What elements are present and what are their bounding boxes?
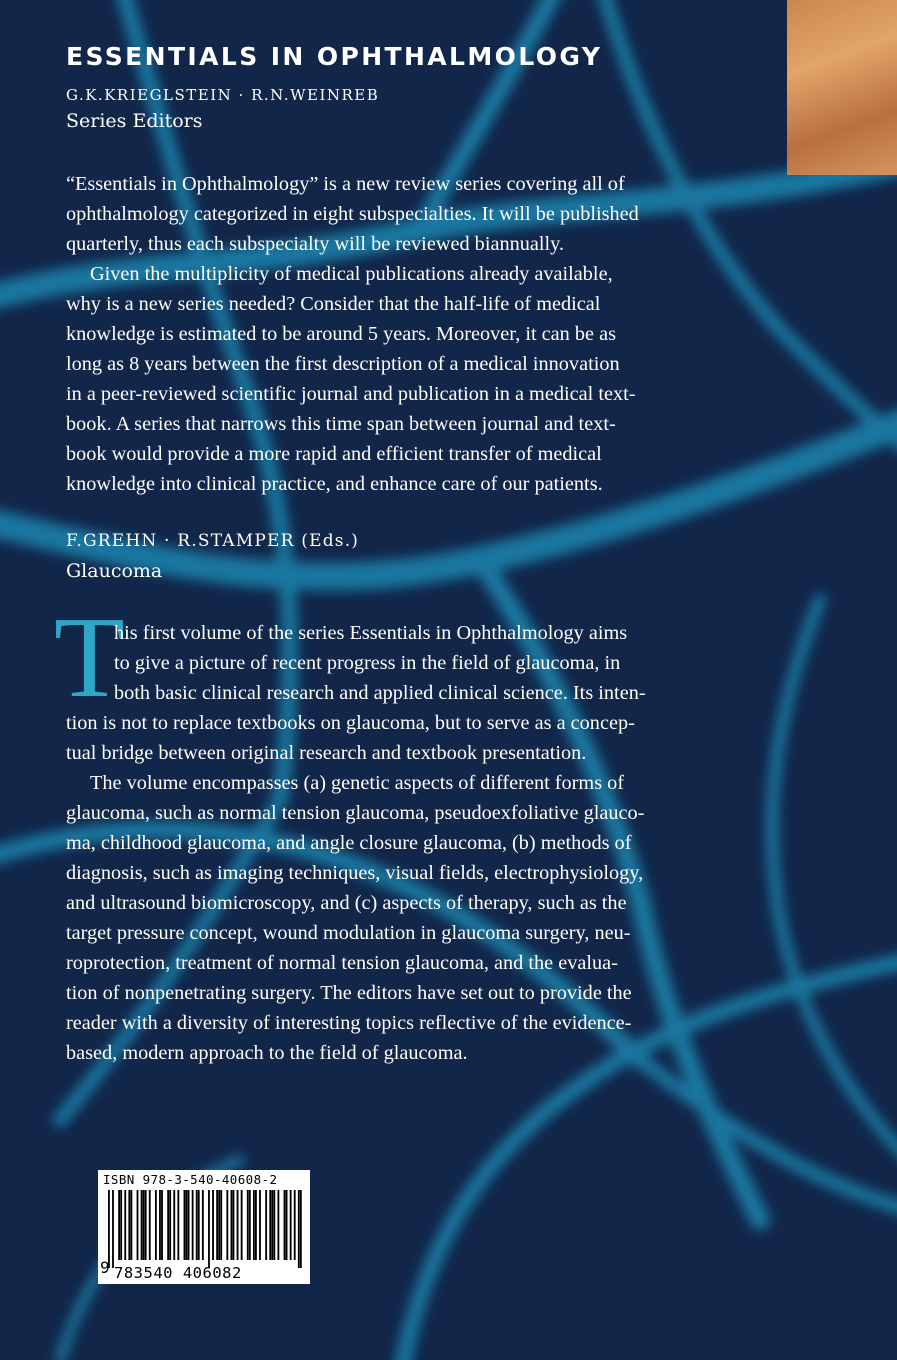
- text-line: glaucoma, such as normal tension glaucoma, pseudoexfoliative glauco-: [66, 802, 645, 824]
- text-line: ophthalmology categorized in eight subspecialties. It will be published: [66, 203, 639, 225]
- barcode-bar: [192, 1190, 194, 1260]
- barcode-bar: [120, 1190, 122, 1260]
- barcode-bar: [169, 1190, 171, 1260]
- barcode-bar: [118, 1190, 120, 1260]
- barcode-bar: [161, 1190, 163, 1260]
- barcode-bar: [249, 1190, 251, 1260]
- barcode-bar: [196, 1190, 198, 1260]
- barcode-bar: [188, 1190, 190, 1260]
- text-line: his first volume of the series Essentials in Ophthalmology aims: [114, 622, 628, 644]
- barcode-bar: [298, 1190, 300, 1268]
- barcode-bar: [247, 1190, 249, 1260]
- volume-description-paragraph-2: [66, 768, 644, 1068]
- barcode-bar: [159, 1190, 161, 1260]
- text-line: roprotection, treatment of normal tension glaucoma, and the evalua-: [66, 952, 618, 974]
- text-line: target pressure concept, wound modulation in glaucoma surgery, neu-: [66, 922, 631, 944]
- barcode-bar: [143, 1190, 145, 1260]
- text-line: why is a new series needed? Consider that the half-life of medical: [66, 293, 601, 315]
- barcode-bar: [141, 1190, 143, 1260]
- text-line: and ultrasound biomicroscopy, and (c) aspects of therapy, such as the: [66, 892, 627, 914]
- volume-description-paragraph-1: [66, 618, 646, 768]
- text-line: knowledge is estimated to be around 5 years. Moreover, it can be as: [66, 323, 616, 345]
- barcode-bar: [241, 1190, 243, 1260]
- barcode-bar: [184, 1190, 186, 1260]
- isbn-label: ISBN 978-3-540-40608-2: [103, 1172, 278, 1187]
- barcode-bar: [173, 1190, 175, 1260]
- volume-editors: F.GREHN · R.STAMPER (Eds.): [66, 531, 360, 551]
- text-line: both basic clinical research and applied clinical science. Its inten-: [114, 682, 646, 704]
- text-line: book. A series that narrows this time span between journal and text-: [66, 413, 616, 435]
- barcode-bar: [286, 1190, 288, 1260]
- barcode-bar: [226, 1190, 228, 1260]
- text-line: knowledge into clinical practice, and enhance care of our patients.: [66, 473, 603, 495]
- barcode-bar: [300, 1190, 302, 1268]
- text-line: tion is not to replace textbooks on glaucoma, but to serve as a concep-: [66, 712, 635, 734]
- barcode-bar: [277, 1190, 279, 1260]
- barcode-bar: [284, 1190, 286, 1260]
- barcode-bar: [112, 1190, 114, 1268]
- series-title: ESSENTIALS IN OPHTHALMOLOGY: [66, 42, 603, 71]
- text-line: based, modern approach to the field of glaucoma.: [66, 1042, 468, 1064]
- drop-cap-letter: T: [54, 594, 125, 722]
- barcode-bar: [294, 1190, 296, 1260]
- ean-digits: 783540 406082: [114, 1264, 242, 1282]
- barcode-bar: [208, 1190, 210, 1268]
- barcode-bar: [198, 1190, 200, 1260]
- barcode-bar: [269, 1190, 271, 1260]
- series-editors-role: Series Editors: [66, 110, 203, 132]
- barcode-bars: [108, 1190, 304, 1268]
- text-line: long as 8 years between the first description of a medical innovation: [66, 353, 620, 375]
- barcode-bar: [137, 1190, 139, 1260]
- text-line: quarterly, thus each subspecialty will be reviewed biannually.: [66, 233, 565, 255]
- text-line: book would provide a more rapid and efficient transfer of medical: [66, 443, 602, 465]
- isbn-barcode: [98, 1170, 310, 1284]
- text-line: tion of nonpenetrating surgery. The editors have set out to provide the: [66, 982, 632, 1004]
- barcode-bar: [265, 1190, 267, 1260]
- barcode-bar: [108, 1190, 110, 1268]
- barcode-bar: [149, 1190, 151, 1260]
- barcode-bar: [186, 1190, 188, 1260]
- barcode-bar: [220, 1190, 222, 1260]
- text-line: diagnosis, such as imaging techniques, visual fields, electrophysiology,: [66, 862, 644, 884]
- barcode-bar: [237, 1190, 239, 1260]
- cover-photo-fragment: [787, 0, 897, 175]
- barcode-bar: [290, 1190, 292, 1260]
- volume-title: Glaucoma: [66, 560, 163, 582]
- barcode-bar: [167, 1190, 169, 1260]
- text-line: The volume encompasses (a) genetic aspects of different forms of: [90, 772, 625, 794]
- barcode-bar: [212, 1190, 214, 1260]
- series-description-paragraph-1: [66, 169, 639, 259]
- barcode-bar: [255, 1190, 257, 1260]
- text-line: in a peer-reviewed scientific journal and publication in a medical text-: [66, 383, 636, 405]
- series-description-paragraph-2: [66, 259, 636, 499]
- barcode-bar: [124, 1190, 126, 1260]
- barcode-bar: [128, 1190, 130, 1260]
- barcode-bar: [216, 1190, 218, 1260]
- text-line: reader with a diversity of interesting topics reflective of the evidence-: [66, 1012, 632, 1034]
- series-editors: G.K.KRIEGLSTEIN · R.N.WEINREB: [66, 86, 380, 104]
- barcode-bar: [233, 1190, 235, 1260]
- text-line: Given the multiplicity of medical publications already available,: [90, 263, 613, 285]
- barcode-bar: [231, 1190, 233, 1260]
- text-line: to give a picture of recent progress in the field of glaucoma, in: [114, 652, 621, 674]
- text-line: tual bridge between original research and textbook presentation.: [66, 742, 587, 764]
- barcode-bar: [177, 1190, 179, 1260]
- barcode-bar: [273, 1190, 275, 1260]
- barcode-bar: [253, 1190, 255, 1260]
- barcode-bar: [130, 1190, 132, 1260]
- text-line: “Essentials in Ophthalmology” is a new review series covering all of: [66, 173, 625, 195]
- ean-lead-digit: 9: [100, 1258, 110, 1277]
- barcode-bar: [155, 1190, 157, 1260]
- text-line: ma, childhood glaucoma, and angle closure glaucoma, (b) methods of: [66, 832, 632, 854]
- barcode-bar: [259, 1190, 261, 1260]
- barcode-bar: [202, 1190, 204, 1260]
- barcode-bar: [145, 1190, 147, 1260]
- barcode-bar: [271, 1190, 273, 1260]
- barcode-bar: [218, 1190, 220, 1260]
